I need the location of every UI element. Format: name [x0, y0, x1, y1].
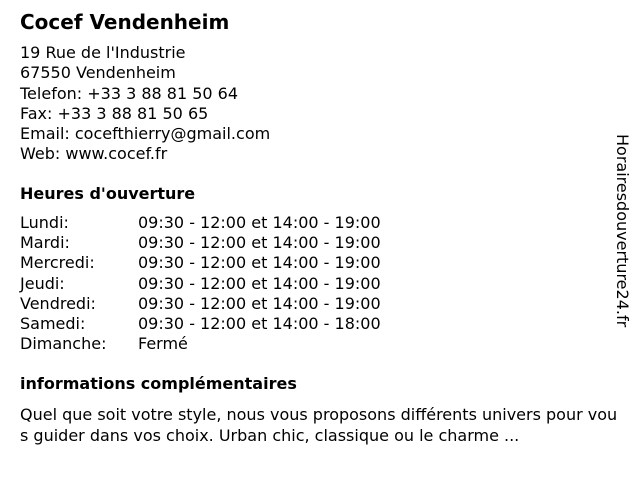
business-name: Cocef Vendenheim [20, 10, 230, 34]
day-hours: 09:30 - 12:00 et 14:00 - 19:00 [138, 213, 381, 232]
fax-number: Fax: +33 3 88 81 50 65 [20, 103, 209, 123]
opening-hours-table [20, 213, 381, 354]
hours-row-monday [20, 213, 381, 233]
hours-row-sunday [20, 334, 381, 354]
hours-row-friday [20, 294, 381, 314]
opening-hours-heading: Heures d'ouverture [20, 184, 196, 203]
day-label: Lundi: [20, 213, 69, 232]
street-address: 19 Rue de l'Industrie [20, 43, 186, 62]
day-hours: 09:30 - 12:00 et 14:00 - 19:00 [138, 233, 381, 253]
phone-number: Telefon: +33 3 88 81 50 64 [20, 83, 239, 103]
hours-row-thursday [20, 274, 381, 294]
hours-row-wednesday [20, 253, 381, 273]
day-hours: 09:30 - 12:00 et 14:00 - 19:00 [138, 253, 381, 273]
contact-block [20, 43, 270, 165]
day-label: Samedi: [20, 314, 86, 334]
day-label: Vendredi: [20, 293, 96, 313]
business-description: Quel que soit votre style, nous vous proposons différents univers pour vous guider dans vos choix. Urban chic, classique ou le charme ... [20, 405, 618, 445]
postal-city: 67550 Vendenheim [20, 63, 176, 83]
hours-row-saturday [20, 314, 381, 334]
website: Web: www.cocef.fr [20, 144, 168, 164]
email-address: Email: cocefthierry@gmail.com [20, 124, 271, 144]
watermark-text: Horairesdouverture24.fr [613, 134, 632, 328]
day-label: Mercredi: [20, 253, 95, 273]
day-hours: 09:30 - 12:00 et 14:00 - 19:00 [138, 273, 381, 293]
day-label: Mardi: [20, 233, 70, 253]
hours-row-tuesday [20, 233, 381, 253]
day-hours: 09:30 - 12:00 et 14:00 - 18:00 [138, 314, 381, 334]
day-label: Dimanche: [20, 334, 107, 354]
day-label: Jeudi: [20, 273, 65, 293]
day-hours: Fermé [138, 334, 188, 354]
additional-info-heading: informations complémentaires [20, 374, 297, 393]
day-hours: 09:30 - 12:00 et 14:00 - 19:00 [138, 293, 381, 313]
